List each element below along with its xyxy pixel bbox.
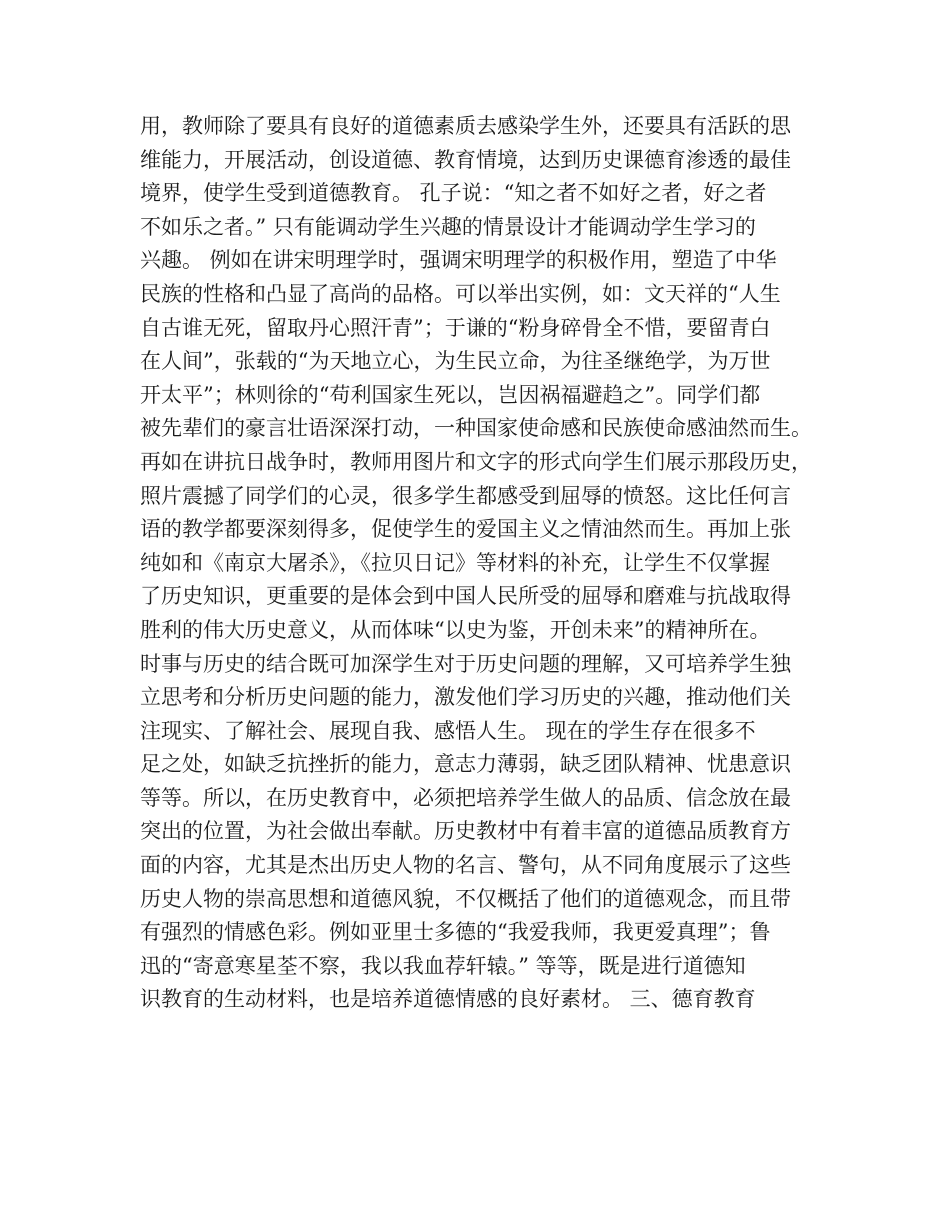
text-line: 纯如和《南京大屠杀》，《拉贝日记》等材料的补充，让学生不仅掌握 bbox=[140, 550, 770, 575]
text-line: 兴趣。 例如在讲宋明理学时，强调宋明理学的积极作用，塑造了中华 bbox=[140, 248, 777, 273]
text-line: 识教育的生动材料，也是培养道德情感的良好素材。 三、德育教育 bbox=[140, 987, 756, 1012]
text-line: 不如乐之者。” 只有能调动学生兴趣的情景设计才能调动学生学习的 bbox=[140, 214, 756, 239]
text-line: 有强烈的情感色彩。例如亚里士多德的“我爱我师，我更爱真理”；鲁 bbox=[140, 920, 771, 945]
text-line: 被先辈们的豪言壮语深深打动，一种国家使命感和民族使命感油然而生。 bbox=[140, 416, 812, 441]
text-line: 境界，使学生受到道德教育。 孔子说：“知之者不如好之者，好之者 bbox=[140, 181, 767, 206]
text-line: 迅的“寄意寒星荃不察，我以我血荐轩辕。” 等等，既是进行道德知 bbox=[140, 953, 746, 978]
text-line: 在人间”，张载的“为天地立心，为生民立命，为往圣继绝学，为万世 bbox=[140, 349, 771, 374]
text-line: 立思考和分析历史问题的能力，激发他们学习历史的兴趣，推动他们关 bbox=[140, 685, 791, 710]
text-line: 民族的性格和凸显了高尚的品格。可以举出实例，如：文天祥的“人生 bbox=[140, 281, 781, 306]
text-line: 胜利的伟大历史意义，从而体味“以史为鉴，开创未来”的精神所在。 bbox=[140, 617, 771, 642]
text-line: 用，教师除了要具有良好的道德素质去感染学生外，还要具有活跃的思 bbox=[140, 114, 791, 138]
text-line: 开太平”；林则徐的“苟利国家生死以，岂因祸福避趋之”。同学们都 bbox=[140, 382, 761, 407]
text-line: 维能力，开展活动，创设道德、教育情境，达到历史课德育渗透的最佳 bbox=[140, 147, 791, 172]
text-line: 语的教学都要深刻得多，促使学生的爱国主义之情油然而生。再加上张 bbox=[140, 517, 791, 542]
text-line: 照片震撼了同学们的心灵，很多学生都感受到屈辱的愤怒。这比任何言 bbox=[140, 483, 791, 508]
text-line: 面的内容，尤其是杰出历史人物的名言、警句，从不同角度展示了这些 bbox=[140, 853, 791, 878]
text-line: 等等。所以，在历史教育中，必须把培养学生做人的品质、信念放在最 bbox=[140, 785, 791, 810]
text-line: 了历史知识，更重要的是体会到中国人民所受的屈辱和磨难与抗战取得 bbox=[140, 584, 791, 609]
text-line: 再如在讲抗日战争时，教师用图片和文字的形式向学生们展示那段历史， bbox=[140, 449, 812, 474]
body-text bbox=[140, 110, 825, 1017]
text-line: 时事与历史的结合既可加深学生对于历史问题的理解，又可培养学生独 bbox=[140, 651, 791, 676]
text-line: 足之处，如缺乏抗挫折的能力，意志力薄弱，缺乏团队精神、忧患意识 bbox=[140, 752, 791, 777]
text-line: 历史人物的崇高思想和道德风貌，不仅概括了他们的道德观念，而且带 bbox=[140, 886, 791, 911]
text-line: 注现实、了解社会、展现自我、感悟人生。 现在的学生存在很多不 bbox=[140, 718, 756, 743]
text-line: 突出的位置，为社会做出奉献。历史教材中有着丰富的道德品质教育方 bbox=[140, 819, 791, 844]
text-line: 自古谁无死，留取丹心照汗青”；于谦的“粉身碎骨全不惜，要留青白 bbox=[140, 315, 771, 340]
